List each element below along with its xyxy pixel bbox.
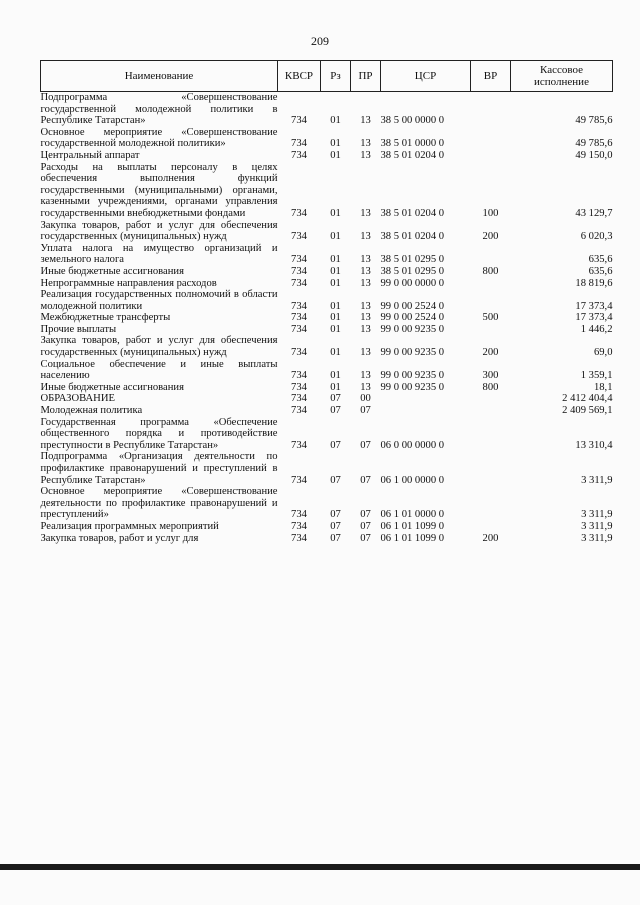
- cell-pr: 13: [360, 323, 371, 335]
- cell-name: Социальное обеспечение и иные выплаты населению: [40, 358, 278, 382]
- cell-kvsr: 734: [291, 149, 307, 161]
- cell-csr: 99 0 00 9235 0: [380, 347, 445, 359]
- cell-name: Государственная программа «Обеспечение общественного порядка и противодействие преступности в Республике Татарстан»: [40, 416, 278, 451]
- table-row: [41, 278, 613, 290]
- cell-csr: 99 0 00 9235 0: [380, 370, 445, 382]
- table-row: [41, 405, 613, 417]
- table-row: [41, 312, 613, 324]
- cell-kvsr: 734: [291, 532, 307, 544]
- cell-rz: 01: [330, 149, 341, 161]
- cell-pr: 07: [360, 405, 371, 417]
- cell-name: Основное мероприятие «Совершенствование деятельности по профилактике правонарушений и преступлений»: [40, 486, 278, 521]
- cell-pr: 13: [360, 149, 371, 161]
- cell-rz: 01: [330, 300, 341, 312]
- cell-pr: 00: [360, 393, 371, 405]
- cell-name: Прочие выплаты: [40, 323, 117, 335]
- cell-sum: 49 785,6: [575, 115, 613, 127]
- cell-kvsr: 734: [291, 520, 307, 532]
- cell-name: Закупка товаров, работ и услуг для: [40, 532, 199, 544]
- budget-table: [40, 60, 613, 544]
- cell-vr: [471, 486, 511, 521]
- cell-pr: 13: [360, 231, 371, 243]
- table-row: [41, 451, 613, 486]
- cell-name: Молодежная политика: [40, 405, 143, 417]
- header-sum: Кассовое исполнение: [511, 61, 613, 92]
- cell-rz: 01: [330, 207, 341, 219]
- cell-name: Непрограммные направления расходов: [40, 277, 217, 289]
- table-row: [41, 266, 613, 278]
- cell-rz: 07: [330, 405, 341, 417]
- cell-csr: 38 5 01 0295 0: [380, 265, 445, 277]
- table-row: [41, 393, 613, 405]
- cell-vr: [471, 451, 511, 486]
- cell-kvsr: 734: [291, 265, 307, 277]
- cell-rz: 01: [330, 115, 341, 127]
- table-row: [41, 92, 613, 127]
- cell-csr: 99 0 00 2524 0: [380, 300, 445, 312]
- cell-rz: 07: [330, 439, 341, 451]
- cell-csr: 99 0 00 9235 0: [380, 381, 445, 393]
- cell-rz: 07: [330, 532, 341, 544]
- table-row: [41, 243, 613, 266]
- header-csr: ЦСР: [381, 61, 471, 92]
- cell-csr: 38 5 01 0204 0: [380, 231, 445, 243]
- cell-vr: 200: [482, 231, 499, 243]
- cell-vr: 200: [482, 347, 499, 359]
- cell-csr: 38 5 00 0000 0: [380, 115, 445, 127]
- cell-pr: 13: [360, 370, 371, 382]
- cell-kvsr: 734: [291, 300, 307, 312]
- cell-name: Реализация государственных полномочий в области молодежной политики: [40, 289, 278, 312]
- cell-vr: 500: [482, 312, 499, 324]
- cell-sum: 1 359,1: [580, 370, 613, 382]
- cell-csr: 06 1 01 1099 0: [380, 520, 445, 532]
- cell-vr: [471, 405, 511, 417]
- cell-name: Закупка товаров, работ и услуг для обеспечения государственных (муниципальных) нужд: [40, 335, 278, 359]
- cell-csr: 06 0 00 0000 0: [380, 439, 445, 451]
- cell-sum: 49 785,6: [575, 138, 613, 150]
- cell-kvsr: 734: [291, 138, 307, 150]
- table-row: [41, 220, 613, 243]
- cell-pr: 13: [360, 138, 371, 150]
- cell-csr: 99 0 00 0000 0: [380, 277, 445, 289]
- cell-csr: 38 5 01 0204 0: [380, 149, 445, 161]
- cell-name: Иные бюджетные ассигнования: [40, 265, 184, 277]
- cell-sum: 635,6: [588, 265, 613, 277]
- cell-rz: 07: [330, 474, 341, 486]
- cell-kvsr: 734: [291, 115, 307, 127]
- cell-vr: [471, 324, 511, 336]
- cell-vr: [471, 150, 511, 162]
- cell-rz: 01: [330, 312, 341, 324]
- cell-name: Подпрограмма «Совершенствование государственной молодежной политики в Республике Татарстан»: [40, 92, 278, 127]
- cell-pr: 13: [360, 277, 371, 289]
- cell-vr: 200: [482, 532, 499, 544]
- cell-kvsr: 734: [291, 370, 307, 382]
- cell-sum: 69,0: [593, 347, 613, 359]
- cell-kvsr: 734: [291, 312, 307, 324]
- cell-sum: 6 020,3: [580, 231, 613, 243]
- cell-pr: 07: [360, 532, 371, 544]
- cell-sum: 17 373,4: [575, 300, 613, 312]
- table-row: [41, 533, 613, 545]
- cell-sum: 13 310,4: [575, 439, 613, 451]
- cell-pr: 13: [360, 312, 371, 324]
- cell-name: Основное мероприятие «Совершенствование государственной молодежной политики»: [40, 126, 278, 150]
- cell-vr: 800: [482, 265, 499, 277]
- cell-kvsr: 734: [291, 381, 307, 393]
- header-kvsr: КВСР: [278, 61, 321, 92]
- cell-kvsr: 734: [291, 405, 307, 417]
- header-vr: ВР: [471, 61, 511, 92]
- cell-vr: [471, 243, 511, 266]
- cell-kvsr: 734: [291, 347, 307, 359]
- cell-csr: 38 5 01 0000 0: [380, 138, 445, 150]
- cell-name: Межбюджетные трансферты: [40, 312, 171, 324]
- header-rz: Рз: [321, 61, 351, 92]
- cell-pr: 13: [360, 381, 371, 393]
- cell-csr: 06 1 01 1099 0: [380, 532, 445, 544]
- cell-rz: 01: [330, 370, 341, 382]
- cell-kvsr: 734: [291, 393, 307, 405]
- cell-sum: 635,6: [588, 254, 613, 266]
- cell-rz: 01: [330, 323, 341, 335]
- cell-pr: 07: [360, 509, 371, 521]
- cell-pr: 13: [360, 207, 371, 219]
- table-body: [41, 92, 613, 545]
- header-pr: ПР: [351, 61, 381, 92]
- cell-csr: 06 1 01 0000 0: [380, 509, 445, 521]
- cell-sum: 18,1: [593, 381, 613, 393]
- cell-sum: 3 311,9: [581, 509, 613, 521]
- cell-kvsr: 734: [291, 323, 307, 335]
- cell-pr: 13: [360, 300, 371, 312]
- cell-vr: [471, 417, 511, 452]
- cell-name: Подпрограмма «Организация деятельности по профилактике правонарушений и преступлений в Республике Татарстан»: [40, 451, 278, 486]
- table-row: [41, 417, 613, 452]
- cell-csr: 38 5 01 0295 0: [380, 254, 445, 266]
- cell-kvsr: 734: [291, 474, 307, 486]
- cell-csr: 38 5 01 0204 0: [380, 207, 445, 219]
- cell-pr: 07: [360, 520, 371, 532]
- table-row: [41, 382, 613, 394]
- cell-pr: 07: [360, 439, 371, 451]
- cell-sum: 1 446,2: [580, 323, 613, 335]
- table-row: [41, 289, 613, 312]
- cell-name: Центральный аппарат: [40, 149, 140, 161]
- cell-sum: 2 409 569,1: [562, 405, 613, 417]
- cell-kvsr: 734: [291, 254, 307, 266]
- cell-name: Расходы на выплаты персоналу в целях обеспечения выполнения функций государственными (муниципальными) органами, казенными учреждениями, органами управления государственными внебюджетными фондами: [40, 161, 278, 219]
- cell-name: Закупка товаров, работ и услуг для обеспечения государственных (муниципальных) нужд: [40, 219, 278, 243]
- table-header-row: [41, 61, 613, 92]
- cell-csr: [381, 405, 471, 417]
- cell-sum: 3 311,9: [581, 474, 613, 486]
- table-row: [41, 162, 613, 220]
- cell-vr: [471, 127, 511, 150]
- cell-vr: [471, 393, 511, 405]
- cell-vr: [471, 278, 511, 290]
- cell-sum: 2 412 404,4: [562, 393, 613, 405]
- cell-sum: 17 373,4: [575, 312, 613, 324]
- table-row: [41, 359, 613, 382]
- cell-sum: 18 819,6: [575, 277, 613, 289]
- cell-kvsr: 734: [291, 439, 307, 451]
- cell-vr: 300: [482, 370, 499, 382]
- cell-pr: 13: [360, 115, 371, 127]
- table-row: [41, 127, 613, 150]
- cell-vr: 100: [482, 207, 499, 219]
- header-name: Наименование: [41, 61, 278, 92]
- cell-rz: 07: [330, 393, 341, 405]
- cell-csr: 06 1 00 0000 0: [380, 474, 445, 486]
- table-row: [41, 521, 613, 533]
- cell-pr: 13: [360, 347, 371, 359]
- cell-rz: 01: [330, 138, 341, 150]
- cell-name: ОБРАЗОВАНИЕ: [40, 393, 115, 405]
- cell-vr: [471, 289, 511, 312]
- cell-name: Иные бюджетные ассигнования: [40, 381, 184, 393]
- cell-sum: 43 129,7: [575, 207, 613, 219]
- cell-rz: 01: [330, 254, 341, 266]
- cell-pr: 07: [360, 474, 371, 486]
- cell-pr: 13: [360, 254, 371, 266]
- cell-pr: 13: [360, 265, 371, 277]
- cell-rz: 01: [330, 381, 341, 393]
- cell-sum: 49 150,0: [575, 149, 613, 161]
- cell-kvsr: 734: [291, 509, 307, 521]
- cell-name: Уплата налога на имущество организаций и земельного налога: [40, 242, 278, 266]
- cell-kvsr: 734: [291, 277, 307, 289]
- cell-sum: 3 311,9: [581, 532, 613, 544]
- table-row: [41, 486, 613, 521]
- cell-sum: 3 311,9: [581, 520, 613, 532]
- table-row: [41, 335, 613, 358]
- cell-kvsr: 734: [291, 207, 307, 219]
- cell-rz: 01: [330, 265, 341, 277]
- cell-rz: 01: [330, 231, 341, 243]
- cell-vr: [471, 92, 511, 127]
- cell-rz: 07: [330, 509, 341, 521]
- table-row: [41, 150, 613, 162]
- cell-csr: 99 0 00 2524 0: [380, 312, 445, 324]
- cell-csr: 99 0 00 9235 0: [380, 323, 445, 335]
- scan-bottom-border: [0, 864, 640, 870]
- cell-vr: 800: [482, 381, 499, 393]
- cell-rz: 01: [330, 347, 341, 359]
- cell-kvsr: 734: [291, 231, 307, 243]
- cell-csr: [381, 393, 471, 405]
- cell-rz: 01: [330, 277, 341, 289]
- cell-rz: 07: [330, 520, 341, 532]
- cell-vr: [471, 521, 511, 533]
- cell-name: Реализация программных мероприятий: [40, 520, 219, 532]
- page-number: 209: [311, 34, 329, 48]
- table-row: [41, 324, 613, 336]
